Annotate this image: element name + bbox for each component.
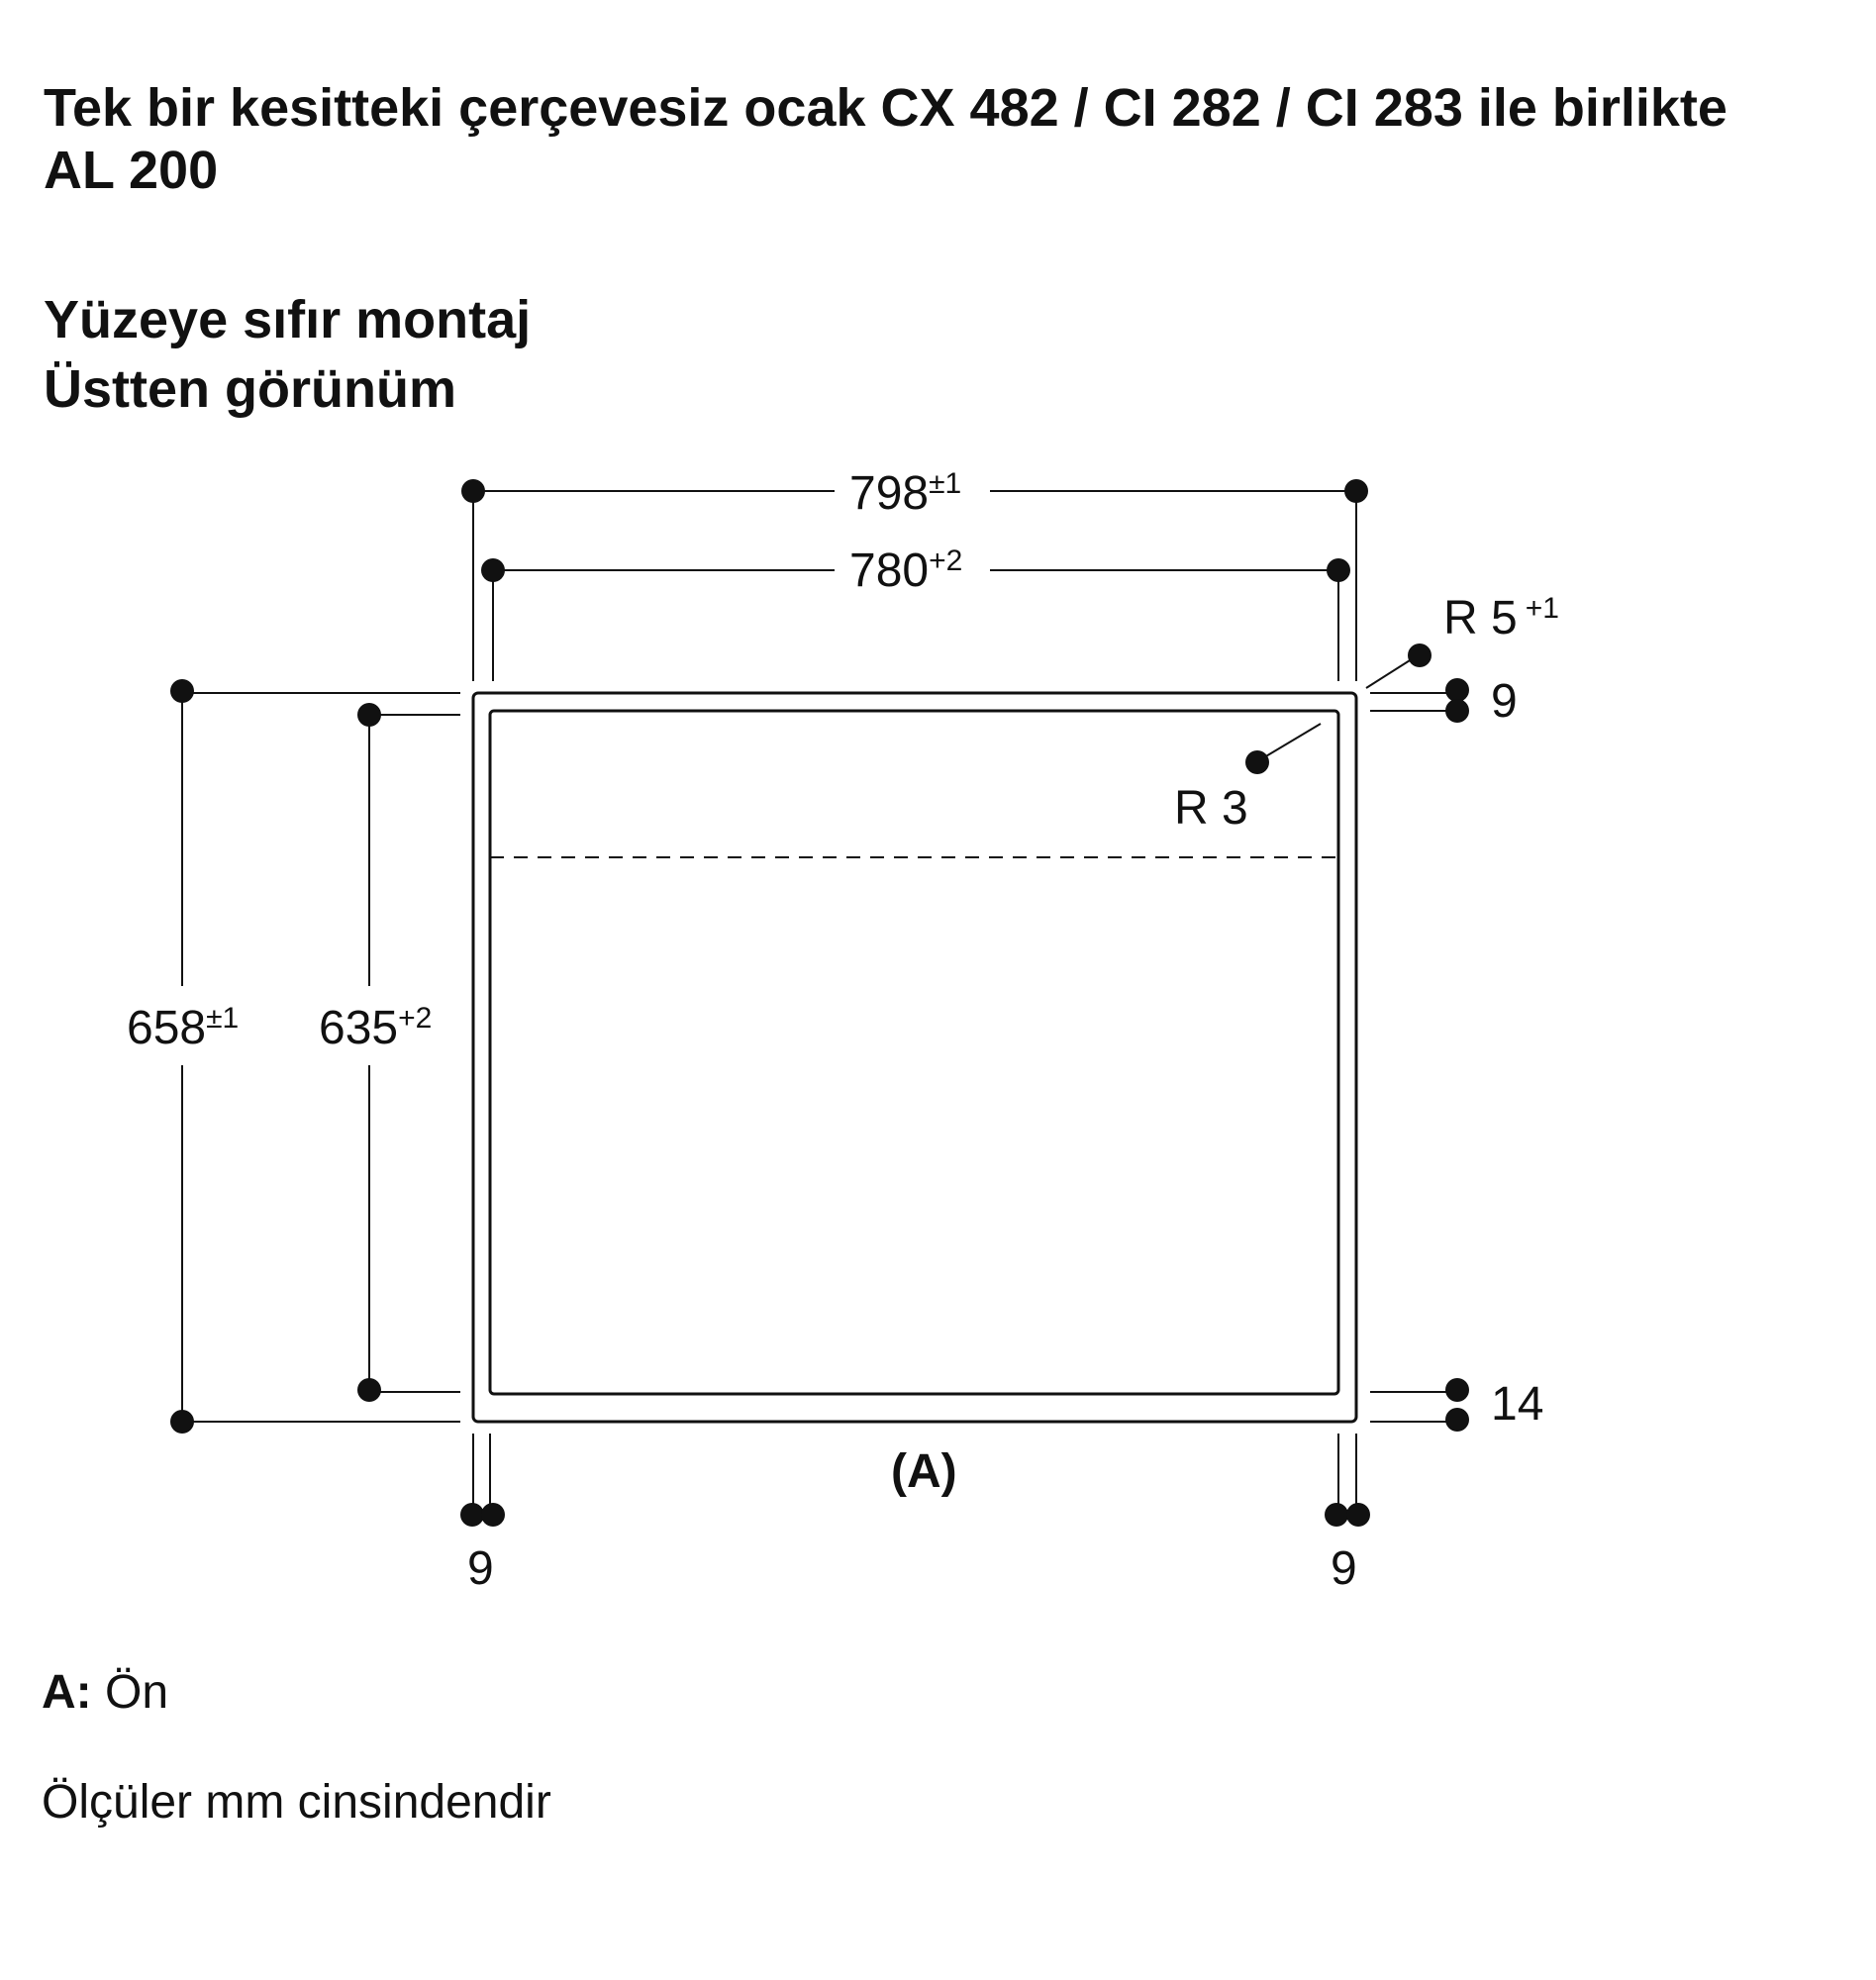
dot-798-left [461,479,485,503]
dot-gap-right-1 [1325,1503,1348,1527]
legend-text: Ön [105,1666,169,1719]
dot-780-right [1327,558,1350,582]
dot-r3 [1245,750,1269,774]
leader-r3 [1259,724,1321,760]
legend-key: A: [42,1666,92,1719]
dim-label-658: $658^{\pm 1}$ [127,1002,240,1054]
dim-label-780: $780^{+2}$ [849,544,963,597]
gap-label-right: 9 [1331,1542,1357,1595]
dot-658-bottom [170,1410,194,1434]
dot-gap-left-1 [460,1503,484,1527]
dot-gap-bottom-1 [1445,1378,1469,1402]
radius-label-r5: R 5 $^{+1}$ [1443,592,1559,644]
front-marker: (A) [891,1445,957,1498]
radius-label-r3: R 3 [1174,782,1248,835]
dot-r5 [1408,644,1432,667]
dim-label-635: $635^{+2}$ [319,1002,433,1054]
dot-635-top [357,703,381,727]
gap-label-top: 9 [1491,675,1518,728]
dot-798-right [1344,479,1368,503]
dot-780-left [481,558,505,582]
dot-658-top [170,679,194,703]
dim-label-798: $798^{\pm 1}$ [849,467,962,520]
subtitle-line-1: Yüzeye sıfır montaj [44,290,532,349]
legend [42,1665,168,1720]
gap-label-left: 9 [467,1542,494,1595]
page-title: Tek bir kesitteki çerçevesiz ocak CX 482 / CI 282 / CI 283 ile birlikte AL 200 [44,78,1728,200]
dot-gap-top-1 [1445,678,1469,702]
subtitle-line-2: Üstten görünüm [44,359,456,419]
gap-label-bottom: 14 [1491,1378,1544,1431]
dot-gap-bottom-2 [1445,1408,1469,1432]
dot-gap-left-2 [481,1503,505,1527]
dot-635-bottom [357,1378,381,1402]
dot-gap-right-2 [1346,1503,1370,1527]
units-note: Ölçüler mm cinsindendir [42,1776,551,1829]
dot-gap-top-2 [1445,699,1469,723]
